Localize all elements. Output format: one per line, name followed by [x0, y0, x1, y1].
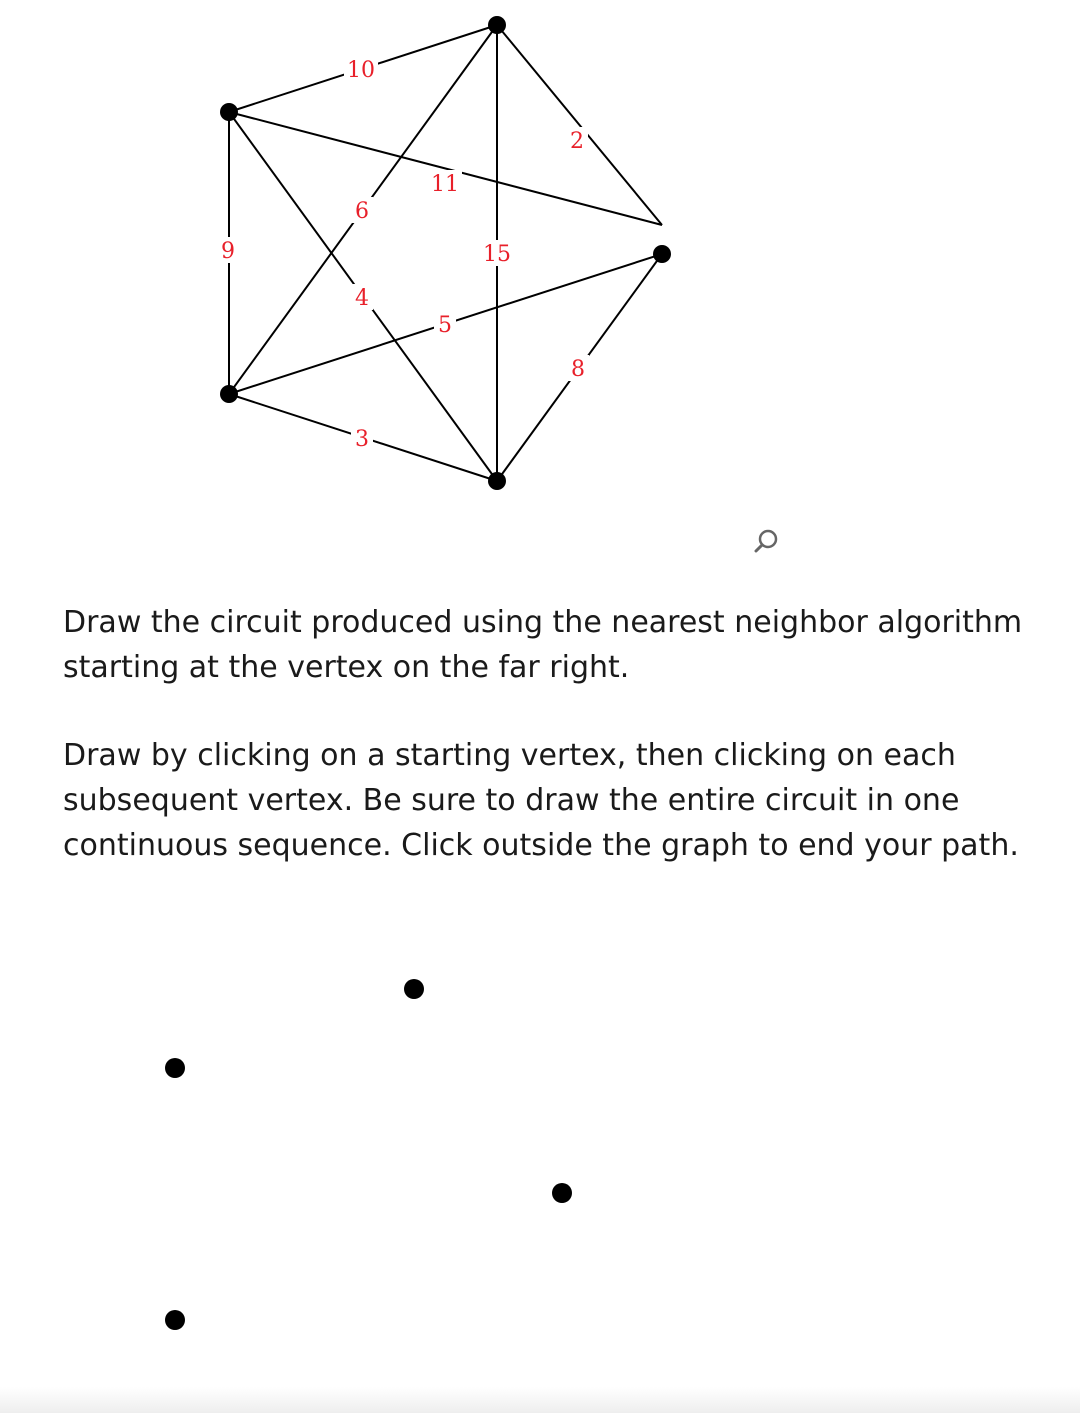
edge-label-9: 9: [221, 239, 235, 264]
edge-label-2: 2: [570, 129, 584, 154]
edge-upperleft-right: [229, 112, 662, 225]
vertex-upper-left: [220, 103, 238, 121]
edge-label-6: 6: [355, 199, 369, 224]
draw-vertex-upper-left[interactable]: [165, 1058, 185, 1078]
vertex-bottom: [488, 472, 506, 490]
edge-label-10: 10: [347, 58, 375, 83]
draw-vertex-top[interactable]: [404, 979, 424, 999]
magnify-icon[interactable]: [748, 524, 784, 560]
drawing-canvas[interactable]: [0, 940, 1080, 1413]
vertex-lower-left: [220, 385, 238, 403]
edge-label-3: 3: [355, 427, 369, 452]
instructions-text: Draw by clicking on a starting vertex, then clicking on each subsequent vertex. Be sure to draw the entire circuit in one continuous sequence. Click outside the graph to end your path.: [63, 738, 1019, 863]
draw-vertex-bottom[interactable]: [404, 1389, 424, 1409]
edge-label-4: 4: [355, 286, 369, 311]
edge-top-right: [497, 25, 662, 225]
edge-label-8: 8: [571, 357, 585, 382]
draw-vertex-lower-left[interactable]: [165, 1310, 185, 1330]
vertex-right: [653, 245, 671, 263]
edge-label-11: 11: [431, 172, 459, 197]
draw-vertex-right[interactable]: [552, 1183, 572, 1203]
question-text: Draw the circuit produced using the nearest neighbor algorithm starting at the vertex on the far right.: [63, 605, 1023, 685]
edge-label-5: 5: [438, 313, 452, 338]
edge-label-15: 15: [483, 242, 511, 267]
weighted-graph: [0, 0, 1080, 520]
vertex-top: [488, 16, 506, 34]
